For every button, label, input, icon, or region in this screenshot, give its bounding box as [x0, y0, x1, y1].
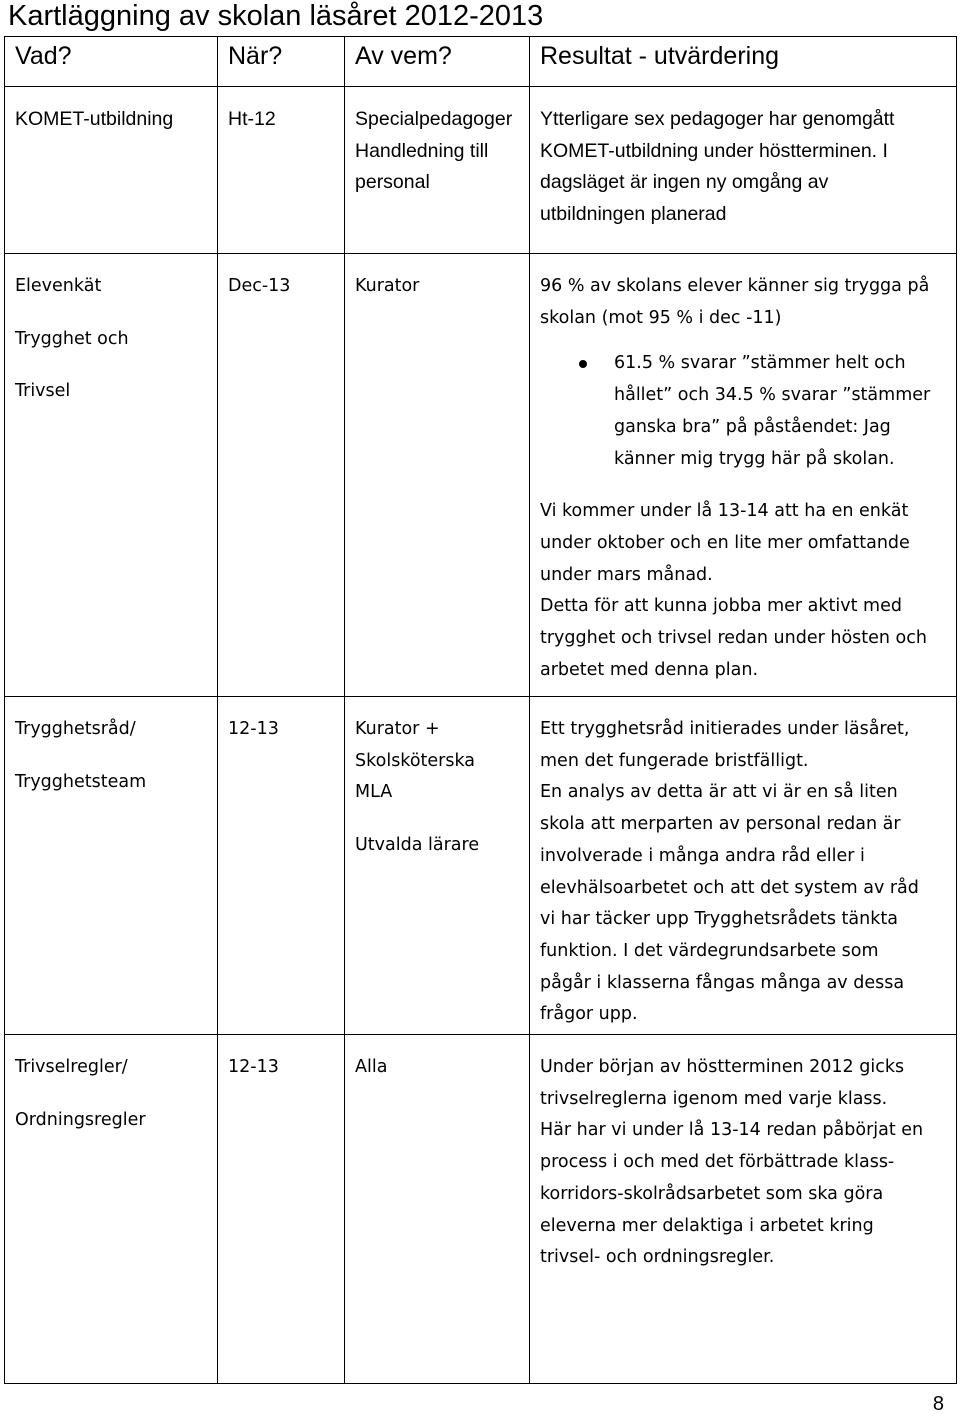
list-item — [540, 348, 946, 475]
cell-nar — [218, 87, 345, 254]
cell-text: MLA — [355, 782, 393, 803]
cell-text: Detta för att kunna jobba mer aktivt med — [540, 596, 902, 617]
cell-text: utbildningen planerad — [540, 203, 727, 226]
cell-text: 96 % av skolans elever känner sig trygga på — [540, 276, 930, 296]
cell-text: 61.5 % svarar ”stämmer helt och — [614, 353, 906, 374]
table-row — [5, 254, 957, 697]
cell-text: En analys av detta är att vi är en så liten — [540, 782, 898, 803]
table-row — [5, 1035, 957, 1384]
header-vad: Vad? — [5, 37, 218, 87]
cell-text: under mars månad. — [540, 564, 713, 585]
cell-text: korridors-skolrådsarbetet som ska göra — [540, 1183, 884, 1204]
cell-nar — [218, 254, 345, 697]
cell-text: KOMET-utbildning — [15, 108, 174, 130]
cell-text: 12-13 — [228, 719, 279, 739]
cell-text: pågår i klasserna fångas många av dessa — [540, 972, 905, 993]
cell-text: Här har vi under lå 13-14 redan påbörjat en — [540, 1120, 924, 1141]
cell-text: funktion. I det värdegrundsarbete som — [540, 940, 879, 961]
bullet-icon — [579, 360, 587, 368]
cell-text: Trygghetsråd/ — [15, 719, 136, 739]
cell-text: Skolsköterska — [355, 750, 476, 771]
cell-resultat — [530, 697, 957, 1035]
cell-text: Trygghet och — [15, 328, 129, 349]
table-row — [5, 87, 957, 254]
cell-text: Elevenkät — [15, 276, 102, 296]
cell-text: Ht-12 — [228, 108, 276, 130]
cell-resultat — [530, 254, 957, 697]
cell-vad — [5, 87, 218, 254]
header-av-vem: Av vem? — [345, 37, 530, 87]
cell-text: Specialpedagoger — [355, 108, 513, 130]
cell-text: Handledning till — [355, 139, 489, 162]
cell-text: Kurator + — [355, 719, 440, 739]
cell-text: trivsel- och ordningsregler. — [540, 1247, 775, 1268]
cell-text: Ett trygghetsråd initierades under läsåret, — [540, 719, 910, 739]
cell-vad — [5, 254, 218, 697]
cell-text: Ytterligare sex pedagoger har genomgått — [540, 108, 895, 130]
cell-av-vem — [345, 1035, 530, 1384]
cell-resultat — [530, 87, 957, 254]
cell-vad — [5, 1035, 218, 1384]
table-header-row — [5, 37, 957, 87]
cell-text: Trivsel — [15, 381, 71, 402]
cell-text: skola att merparten av personal redan är — [540, 814, 901, 835]
cell-text: trygghet och trivsel redan under hösten och — [540, 628, 927, 649]
cell-text: Kurator — [355, 276, 420, 296]
cell-text: men det fungerade bristfälligt. — [540, 750, 809, 771]
cell-text: dagsläget är ingen ny omgång av — [540, 171, 829, 194]
cell-av-vem — [345, 254, 530, 697]
cell-text: Alla — [355, 1057, 388, 1077]
cell-text: involverade i många andra råd eller i — [540, 845, 865, 866]
document-title: Kartläggning av skolan läsåret 2012-2013 — [8, 0, 544, 32]
cell-resultat — [530, 1035, 957, 1384]
cell-av-vem — [345, 697, 530, 1035]
cell-text: process i och med det förbättrade klass- — [540, 1152, 895, 1173]
cell-text: Dec-13 — [228, 276, 291, 296]
cell-text: elevhälsoarbetet och att det system av råd — [540, 877, 919, 898]
cell-text: skolan (mot 95 % i dec -11) — [540, 307, 782, 328]
cell-text: arbetet med denna plan. — [540, 659, 759, 680]
cell-text: Ordningsregler — [15, 1109, 146, 1130]
cell-text: ganska bra” på påståendet: Jag — [614, 416, 891, 437]
cell-nar — [218, 1035, 345, 1384]
cell-text: känner mig trygg här på skolan. — [614, 448, 895, 469]
cell-nar — [218, 697, 345, 1035]
cell-text: eleverna mer delaktiga i arbetet kring — [540, 1215, 874, 1236]
cell-text: Utvalda lärare — [355, 835, 480, 856]
table-row — [5, 697, 957, 1035]
cell-text: vi har täcker upp Trygghetsrådets tänkta — [540, 909, 898, 930]
header-nar: När? — [218, 37, 345, 87]
cell-text: Trivselregler/ — [15, 1057, 128, 1077]
cell-text: KOMET-utbildning under höstterminen. I — [540, 139, 888, 162]
cell-text: Vi kommer under lå 13-14 att ha en enkät — [540, 501, 909, 522]
cell-text: 12-13 — [228, 1057, 279, 1077]
cell-text: Trygghetsteam — [15, 771, 147, 792]
cell-text: frågor upp. — [540, 1004, 638, 1025]
cell-text: Under början av höstterminen 2012 gicks — [540, 1057, 905, 1077]
cell-text: personal — [355, 171, 430, 194]
bullet-list — [540, 348, 946, 475]
cell-text: trivselreglerna igenom med varje klass. — [540, 1088, 888, 1109]
cell-text: hållet” och 34.5 % svarar ”stämmer — [614, 385, 931, 406]
page-number: 8 — [932, 1393, 944, 1415]
header-resultat: Resultat - utvärdering — [530, 37, 957, 87]
cell-vad — [5, 697, 218, 1035]
survey-table — [4, 36, 957, 1384]
cell-av-vem — [345, 87, 530, 254]
cell-text: under oktober och en lite mer omfattande — [540, 532, 910, 553]
